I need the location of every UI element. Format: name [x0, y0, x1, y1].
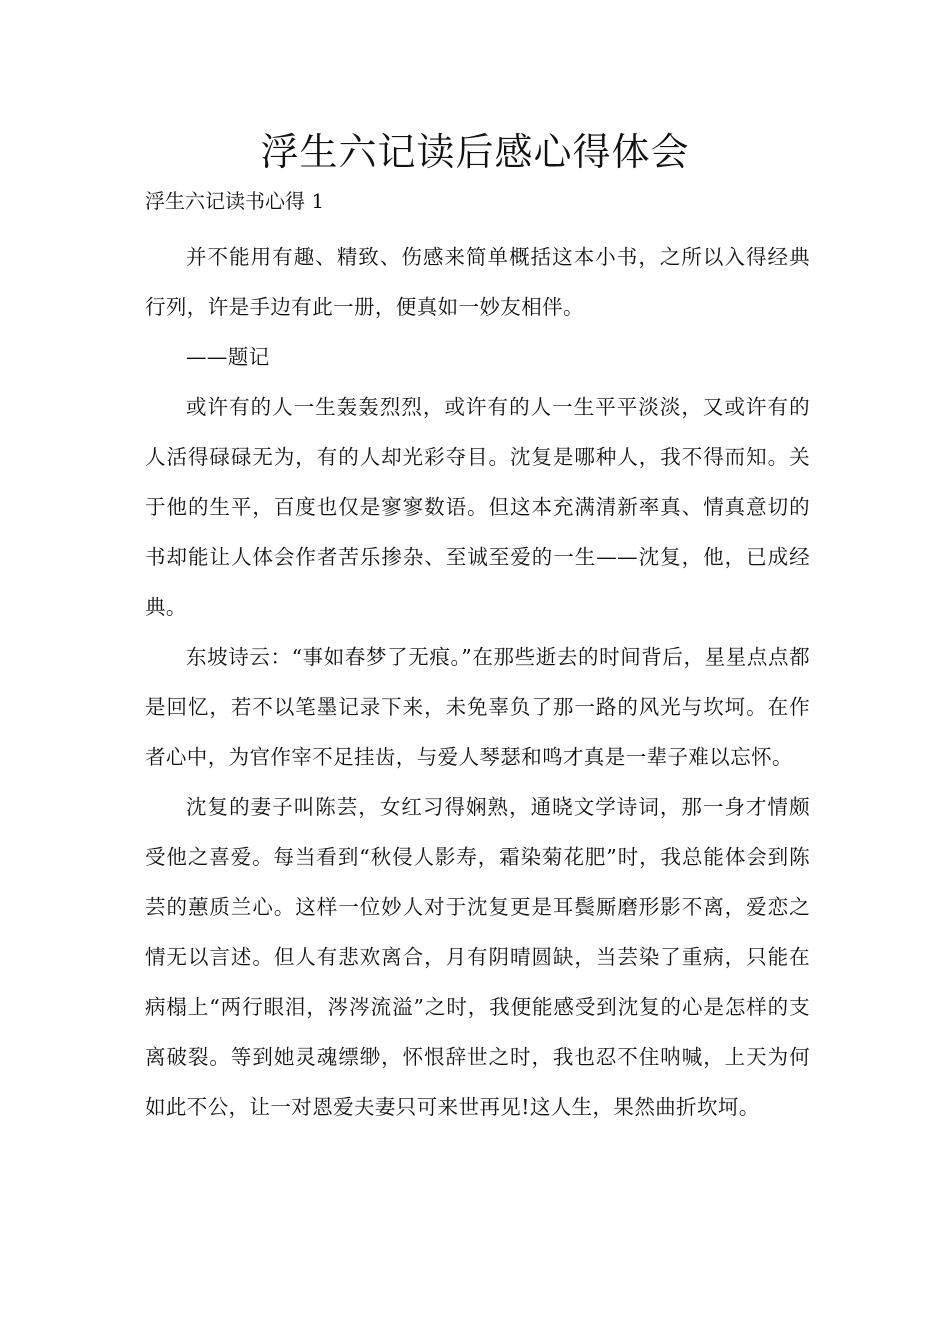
document-subtitle: 浮生六记读书心得 1: [145, 189, 325, 213]
paragraph: 东坡诗云：“事如春梦了无痕。”在那些逝去的时间背后，星星点点都是回忆，若不以笔墨记录下来，未免辜负了那一路的风光与坎坷。在作者心中，为官作宰不足挂齿，与爱人琴瑟和鸣才真是一辈子难以忘怀。: [145, 645, 810, 769]
paragraph-epigraph-attribution: ——题记: [186, 345, 270, 369]
paragraph: 或许有的人一生轰轰烈烈，或许有的人一生平平淡淡，又或许有的人活得碌碌无为，有的人却光彩夺目。沈复是哪种人，我不得而知。关于他的生平，百度也仅是寥寥数语。但这本充满清新率真、情真意切的书却能让人体会作者苦乐掺杂、至诚至爱的一生——沈复，他，已成经典。: [145, 395, 810, 619]
document-body: [145, 232, 810, 1132]
document-title: 浮生六记读后感心得体会: [260, 130, 690, 174]
paragraph: 并不能用有趣、精致、伤感来简单概括这本小书，之所以入得经典行列，许是手边有此一册，便真如一妙友相伴。: [145, 245, 810, 319]
paragraph: 沈复的妻子叫陈芸，女红习得娴熟，通晓文学诗词，那一身才情颇受他之喜爱。每当看到“秋侵人影寿，霜染菊花肥”时，我总能体会到陈芸的蕙质兰心。这样一位妙人对于沈复更是耳鬓厮磨形影不离，爱恋之情无以言述。但人有悲欢离合，月有阴晴圆缺，当芸染了重病，只能在病榻上“两行眼泪，涔涔流溢”之时，我便能感受到沈复的心是怎样的支离破裂。等到她灵魂缥缈，怀恨辞世之时，我也忍不住呐喊，上天为何如此不公，让一对恩爱夫妻只可来世再见!这人生，果然曲折坎坷。: [145, 795, 810, 1119]
